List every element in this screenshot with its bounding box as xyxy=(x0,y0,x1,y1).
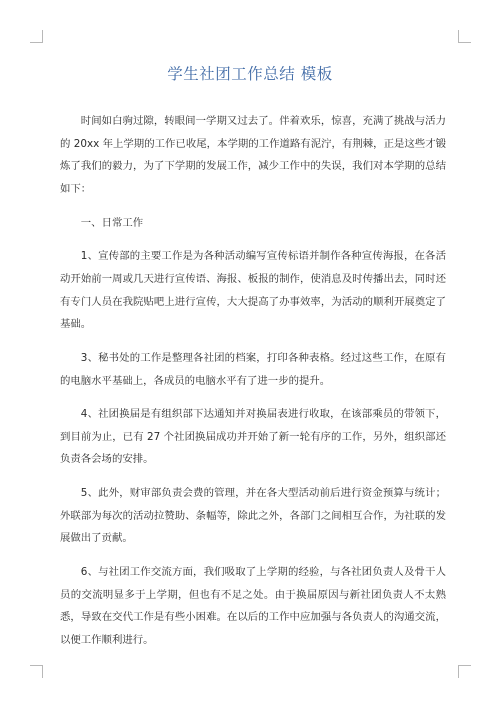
crop-mark-bottom-left xyxy=(30,665,43,678)
section-heading-daily-work: 一、日常工作 xyxy=(80,216,144,229)
paragraph-item-6: 6、与社团工作交流方面，我们吸取了上学期的经验，与各社团负责人及骨干人员的交流明显多于上学期，但也有不足之处。由于换届原因与新社团负责人不太熟悉，导致在交代工作是有些小困难。在以后的工作中应加强与各负责人的沟通交流，以便工作顺利进行。 xyxy=(60,566,446,646)
document-body xyxy=(60,110,446,663)
document-title: 学生社团工作总结 模板 xyxy=(167,65,333,83)
crop-mark-top-left xyxy=(30,30,43,43)
paragraph-item-3: 3、秘书处的工作是整理各社团的档案，打印各种表格。经过这些工作，在原有的电脑水平基础上，各成员的电脑水平有了进一步的提升。 xyxy=(60,351,446,387)
paragraph-intro: 时间如白驹过隙，转眼间一学期又过去了。伴着欢乐，惊喜，充满了挑战与活力的 20xx 年上学期的工作已收尾，本学期的工作道路有泥泞，有荆棘，正是这些才锻炼了我们的毅力，为了下学期的发展工作，减少工作中的失误，我们对本学期的总结如下： xyxy=(60,115,446,195)
paragraph-item-1: 1、宣传部的主要工作是为各种活动编写宣传标语并制作各种宣传海报，在各活动开始前一周或几天进行宣传语、海报、板报的制作，使消息及时传播出去，同时还有专门人员在我院贴吧上进行宣传，大大提高了办事效率，为活动的顺利开展奠定了基础。 xyxy=(60,250,446,331)
crop-mark-bottom-right xyxy=(458,665,471,678)
paragraph-item-4: 4、社团换届是有组织部下达通知并对换届表进行收取，在该部乘员的带领下，到目前为止，已有 27 个社团换届成功并开始了新一轮有序的工作，另外，组织部还负责各会场的安排。 xyxy=(60,408,446,466)
paragraph-item-5: 5、此外，财审部负责会费的管理，并在各大型活动前后进行资金预算与统计；外联部为每次的活动拉赞助、条幅等，除此之外，各部门之间相互合作，为社联的发展做出了贡献。 xyxy=(60,487,446,545)
crop-mark-top-right xyxy=(458,30,471,43)
